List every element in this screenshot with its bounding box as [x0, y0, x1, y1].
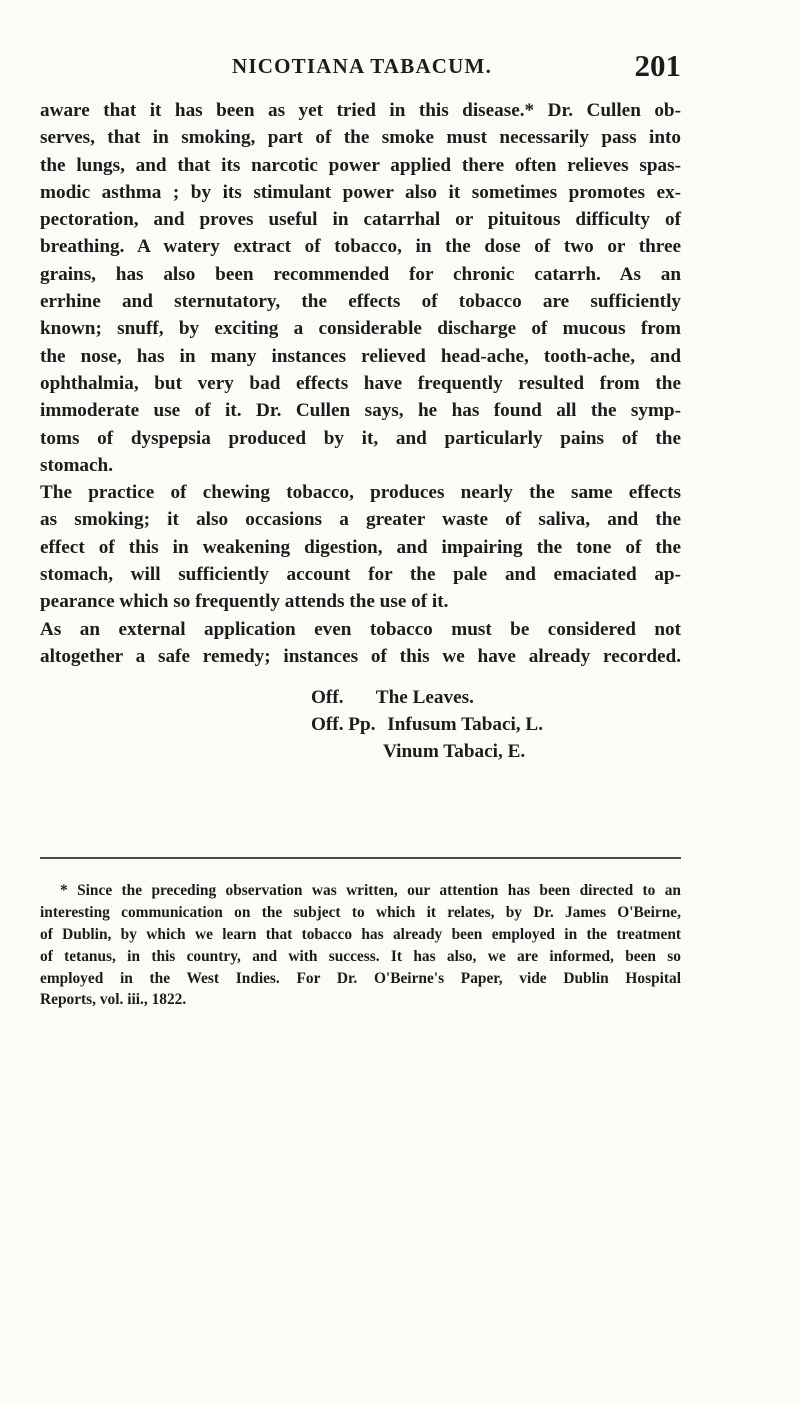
footnote-line: Reports, vol. iii., 1822.	[40, 991, 187, 1009]
body-line: toms of dyspepsia produced by it, and particularly pains of the	[40, 427, 681, 449]
body-line: ophthalmia, but very bad effects have frequently resulted from the	[40, 372, 681, 394]
preparations-label: Off. Pp.	[311, 714, 376, 735]
body-line: stomach.	[40, 454, 114, 476]
body-line: the lungs, and that its narcotic power applied there often relieves spas-	[40, 154, 681, 176]
page-number: 201	[634, 48, 681, 83]
footnote	[40, 880, 681, 1011]
page-header	[40, 48, 681, 88]
body-line: altogether a safe remedy; instances of this we have already recorded.	[40, 645, 681, 667]
footnote-line: of Dublin, by which we learn that tobacco has already been employed in the treatment	[40, 925, 681, 943]
officinal-row	[311, 684, 611, 711]
footnote-line: * Since the preceding observation was written, our attention has been directed to an	[60, 882, 681, 899]
preparations-row	[311, 711, 611, 738]
officinal-preparations	[311, 684, 611, 765]
officinal-label: Off.	[311, 687, 344, 708]
body-line: known; snuff, by exciting a considerable discharge of mucous from	[40, 318, 681, 340]
body-line: stomach, will sufficiently account for the pale and emaciated ap-	[40, 564, 681, 586]
body-line: serves, that in smoking, part of the smoke must necessarily pass into	[40, 127, 681, 149]
body-line: as smoking; it also occasions a greater waste of saliva, and the	[40, 509, 681, 531]
body-line: The practice of chewing tobacco, produces nearly the same effects	[40, 482, 681, 504]
footnote-line: employed in the West Indies. For Dr. O'Beirne's Paper, vide Dublin Hospital	[40, 969, 681, 987]
body-line: errhine and sternutatory, the effects of tobacco are sufficiently	[40, 291, 681, 313]
footnote-divider	[40, 857, 681, 859]
footnote-line: interesting communication on the subject to which it relates, by Dr. James O'Beirne,	[40, 903, 681, 921]
body-line: aware that it has been as yet tried in this disease.* Dr. Cullen ob-	[40, 100, 681, 121]
running-title: NICOTIANA TABACUM.	[232, 54, 493, 78]
preparation-item: Infusum Tabaci, L.	[387, 714, 543, 735]
body-line: pearance which so frequently attends the use of it.	[40, 591, 449, 613]
preparation-item: Vinum Tabaci, E.	[383, 741, 526, 762]
body-line: the nose, has in many instances relieved head-ache, tooth-ache, and	[40, 345, 681, 367]
body-text	[40, 97, 681, 670]
preparations-row-continued	[311, 738, 611, 765]
body-line: breathing. A watery extract of tobacco, in the dose of two or three	[40, 236, 681, 258]
body-line: As an external application even tobacco must be considered not	[40, 618, 681, 640]
body-line: modic asthma ; by its stimulant power also it sometimes promotes ex-	[40, 181, 681, 203]
body-line: pectoration, and proves useful in catarrhal or pituitous difficulty of	[40, 209, 681, 231]
body-line: grains, has also been recommended for chronic catarrh. As an	[40, 263, 681, 285]
officinal-item: The Leaves.	[375, 687, 474, 708]
body-line: effect of this in weakening digestion, and impairing the tone of the	[40, 536, 681, 558]
footnote-line: of tetanus, in this country, and with success. It has also, we are informed, been so	[40, 947, 681, 965]
body-line: immoderate use of it. Dr. Cullen says, he has found all the symp-	[40, 400, 681, 422]
